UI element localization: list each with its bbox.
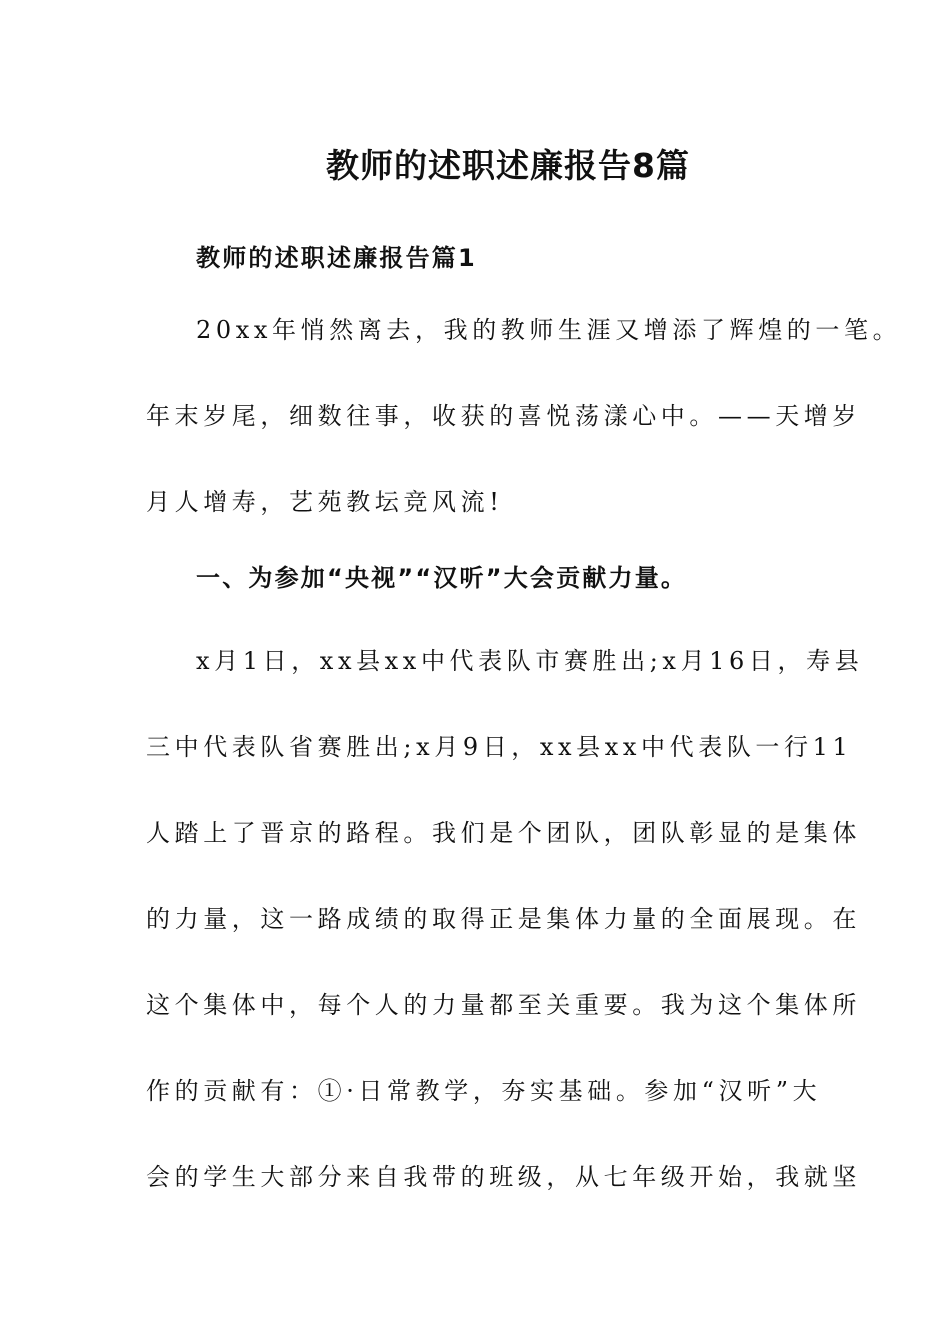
document-title: 教师的述职述廉报告8篇 — [326, 146, 690, 185]
subheading: 一、为参加“央视”“汉听”大会贡献力量。 — [196, 564, 688, 592]
paragraph-line: 人踏上了晋京的路程。我们是个团队，团队彰显的是集体 — [146, 819, 861, 847]
paragraph-line: 的力量，这一路成绩的取得正是集体力量的全面展现。在 — [146, 905, 861, 933]
paragraph-line: 年末岁尾，细数往事，收获的喜悦荡漾心中。——天增岁 — [146, 402, 861, 430]
paragraph-line: 这个集体中，每个人的力量都至关重要。我为这个集体所 — [146, 991, 861, 1019]
paragraph-line: 20xx年悄然离去，我的教师生涯又增添了辉煌的一笔。 — [196, 316, 902, 344]
paragraph-line: 作的贡献有：①·日常教学，夯实基础。参加“汉听”大 — [146, 1077, 822, 1105]
paragraph-line: x月1日，xx县xx中代表队市赛胜出;x月16日，寿县 — [196, 647, 864, 675]
paragraph-line: 月人增寿，艺苑教坛竞风流! — [146, 488, 504, 516]
paragraph-line: 三中代表队省赛胜出;x月9日，xx县xx中代表队一行11 — [146, 733, 853, 761]
section-heading: 教师的述职述廉报告篇1 — [196, 244, 477, 272]
paragraph-line: 会的学生大部分来自我带的班级，从七年级开始，我就坚 — [146, 1163, 861, 1191]
